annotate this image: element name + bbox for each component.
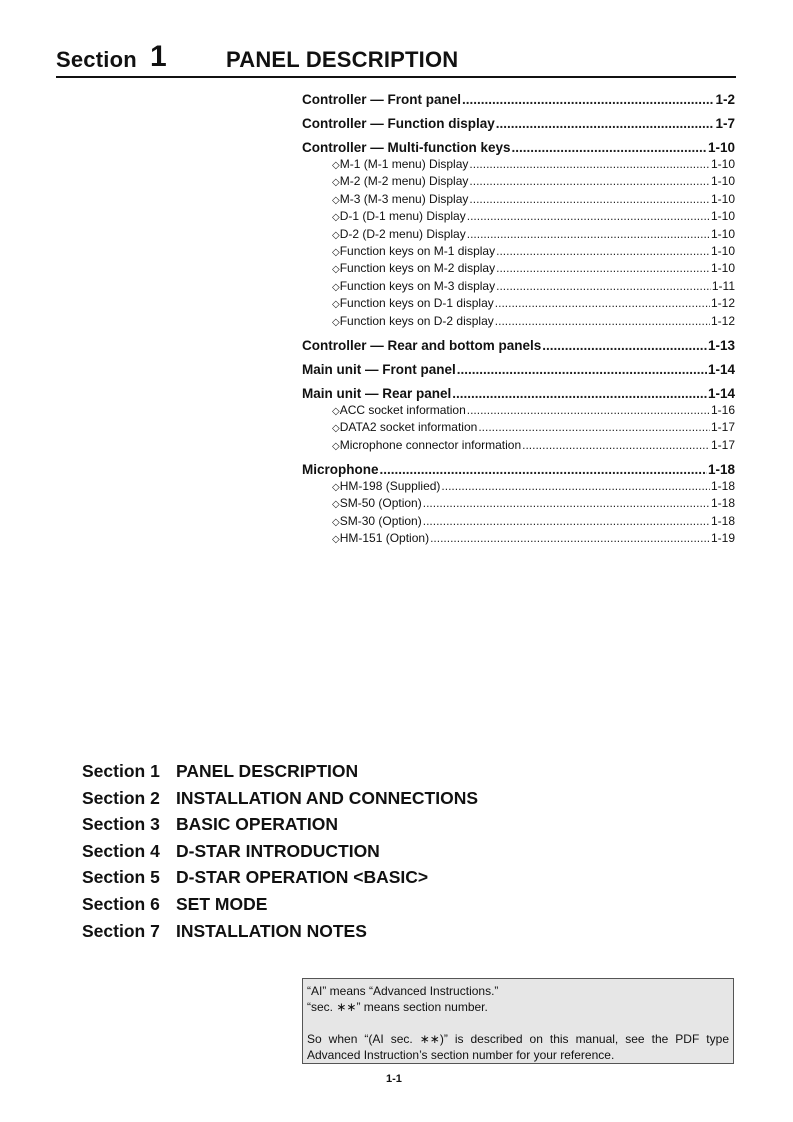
section-list: [82, 761, 478, 947]
toc-entry-label: M-1 (M-1 menu) Display: [339, 157, 469, 171]
toc-entry-label: Main unit — Rear panel: [302, 385, 452, 401]
dot-leader: [462, 92, 714, 107]
toc-entry[interactable]: [302, 140, 735, 157]
toc-entry[interactable]: [302, 386, 735, 403]
table-of-contents: [302, 92, 735, 549]
diamond-bullet-icon: ◇: [332, 212, 340, 224]
section-list-number: Section 7: [82, 920, 160, 941]
toc-entry-page: 1-14: [707, 385, 735, 401]
toc-entry-page: 1-17: [710, 437, 735, 452]
toc-entry-page: 1-10: [710, 191, 735, 206]
toc-subentry[interactable]: [302, 174, 735, 191]
dot-leader: [512, 140, 707, 155]
toc-entry[interactable]: [302, 362, 735, 379]
toc-subentry[interactable]: [302, 279, 735, 296]
dot-leader: [495, 314, 710, 328]
dot-leader: [441, 479, 710, 493]
toc-subentry[interactable]: [302, 314, 735, 331]
section-label: Section: [56, 47, 137, 72]
dot-leader: [430, 531, 710, 545]
toc-entry-page: 1-12: [710, 313, 735, 328]
section-list-title: PANEL DESCRIPTION: [176, 761, 359, 781]
toc-entry-label: Microphone: [302, 462, 379, 478]
section-list-title: INSTALLATION AND CONNECTIONS: [176, 787, 479, 808]
toc-subentry[interactable]: [302, 192, 735, 209]
toc-entry-page: 1-16: [710, 402, 735, 417]
toc-entry-page: 1-10: [707, 140, 735, 155]
diamond-bullet-icon: ◇: [332, 299, 340, 311]
dot-leader: [495, 296, 710, 310]
note-box: [302, 978, 734, 1064]
section-list-number: Section 3: [82, 814, 160, 835]
toc-entry-label: SM-50 (Option): [339, 496, 422, 511]
section-list-title: SET MODE: [176, 893, 268, 914]
dot-leader: [380, 462, 707, 477]
toc-entry-label: SM-30 (Option): [339, 513, 422, 528]
diamond-bullet-icon: ◇: [332, 482, 340, 494]
dot-leader: [496, 279, 711, 293]
dot-leader: [496, 116, 715, 131]
dot-leader: [478, 420, 710, 434]
toc-entry-label: ACC socket information: [339, 402, 466, 417]
dot-leader: [542, 338, 707, 353]
toc-subentry[interactable]: [302, 244, 735, 261]
toc-subentry[interactable]: [302, 531, 735, 548]
diamond-bullet-icon: ◇: [332, 316, 340, 328]
section-list-item[interactable]: [82, 921, 478, 948]
section-list-item[interactable]: [82, 894, 478, 921]
section-list-item[interactable]: [82, 814, 478, 841]
note-line: “AI” means “Advanced Instructions.”: [307, 984, 499, 998]
dot-leader: [522, 438, 710, 452]
diamond-bullet-icon: ◇: [332, 423, 340, 435]
section-list-item[interactable]: [82, 761, 478, 788]
toc-subentry[interactable]: [302, 157, 735, 174]
toc-entry[interactable]: [302, 116, 735, 133]
section-list-number: Section 5: [82, 867, 160, 888]
section-list-item[interactable]: [82, 867, 478, 894]
toc-entry-label: M-3 (M-3 menu) Display: [339, 191, 469, 206]
page-number: 1-1: [386, 1073, 402, 1085]
toc-entry-page: 1-10: [710, 157, 735, 171]
toc-entry-page: 1-2: [715, 92, 735, 107]
note-line: So when “(AI sec. ∗∗)” is described on this manual, see the PDF type: [307, 1032, 729, 1046]
toc-entry-page: 1-10: [710, 209, 735, 224]
dot-leader: [469, 157, 710, 171]
toc-entry-page: 1-11: [711, 278, 735, 293]
toc-subentry[interactable]: [302, 296, 735, 313]
toc-subentry[interactable]: [302, 227, 735, 244]
toc-entry[interactable]: [302, 92, 735, 109]
toc-entry-page: 1-18: [710, 513, 735, 528]
section-list-number: Section 2: [82, 787, 160, 808]
toc-entry-label: D-1 (D-1 menu) Display: [339, 209, 466, 224]
section-list-title: D-STAR INTRODUCTION: [176, 840, 380, 861]
toc-entry-page: 1-12: [710, 296, 735, 311]
toc-subentry[interactable]: [302, 496, 735, 513]
toc-subentry[interactable]: [302, 420, 735, 437]
toc-entry-page: 1-14: [707, 361, 735, 377]
toc-entry-page: 1-10: [710, 243, 735, 258]
toc-entry-label: Function keys on M-3 display: [339, 278, 496, 293]
toc-entry-label: Function keys on D-2 display: [339, 313, 494, 328]
note-line: “sec. ∗∗” means section number.: [307, 1000, 488, 1014]
toc-entry-page: 1-7: [715, 116, 735, 131]
toc-entry-label: Controller — Front panel: [302, 92, 462, 107]
section-list-item[interactable]: [82, 788, 478, 815]
toc-entry-label: DATA2 socket information: [339, 420, 478, 435]
toc-entry-page: 1-10: [710, 261, 735, 276]
diamond-bullet-icon: ◇: [332, 440, 340, 452]
section-list-title: BASIC OPERATION: [176, 814, 339, 835]
dot-leader: [467, 403, 710, 417]
section-header: [56, 42, 736, 78]
toc-entry-label: HM-151 (Option): [339, 531, 430, 546]
toc-entry-page: 1-18: [707, 462, 735, 478]
toc-subentry[interactable]: [302, 479, 735, 496]
diamond-bullet-icon: ◇: [332, 177, 340, 189]
page-title: PANEL DESCRIPTION: [226, 47, 459, 72]
diamond-bullet-icon: ◇: [332, 499, 340, 511]
dot-leader: [469, 174, 710, 188]
toc-subentry[interactable]: [302, 403, 735, 420]
toc-entry-label: Function keys on D-1 display: [339, 296, 494, 311]
toc-entry-label: Function keys on M-2 display: [339, 261, 496, 276]
diamond-bullet-icon: ◇: [332, 194, 340, 206]
diamond-bullet-icon: ◇: [332, 264, 340, 276]
toc-entry-label: Controller — Rear and bottom panels: [302, 337, 542, 353]
toc-entry-label: D-2 (D-2 menu) Display: [339, 226, 466, 241]
diamond-bullet-icon: ◇: [332, 405, 340, 417]
toc-entry-page: 1-18: [710, 496, 735, 511]
toc-subentry[interactable]: [302, 438, 735, 455]
dot-leader: [467, 227, 710, 241]
toc-subentry[interactable]: [302, 209, 735, 226]
diamond-bullet-icon: ◇: [332, 516, 340, 528]
toc-entry[interactable]: [302, 338, 735, 355]
toc-entry-label: Function keys on M-1 display: [339, 243, 496, 258]
section-list-number: Section 1: [82, 761, 160, 781]
toc-entry-label: HM-198 (Supplied): [339, 479, 441, 494]
note-line: Advanced Instruction’s section number for your reference.: [307, 1048, 615, 1062]
toc-entry-label: Controller — Function display: [302, 116, 495, 131]
toc-entry-page: 1-10: [710, 174, 735, 189]
toc-subentry[interactable]: [302, 261, 735, 278]
diamond-bullet-icon: ◇: [332, 281, 340, 293]
section-list-item[interactable]: [82, 841, 478, 868]
diamond-bullet-icon: ◇: [332, 160, 340, 171]
dot-leader: [452, 386, 707, 401]
toc-entry[interactable]: [302, 462, 735, 479]
toc-subentry[interactable]: [302, 514, 735, 531]
toc-entry-label: M-2 (M-2 menu) Display: [339, 174, 469, 189]
toc-entry-label: Controller — Multi-function keys: [302, 140, 511, 155]
dot-leader: [496, 244, 710, 258]
toc-entry-label: Microphone connector information: [339, 437, 522, 452]
section-number: 1: [150, 40, 167, 73]
dot-leader: [469, 192, 710, 206]
section-list-number: Section 6: [82, 893, 160, 914]
section-list-number: Section 4: [82, 840, 160, 861]
dot-leader: [423, 496, 710, 510]
toc-entry-page: 1-18: [710, 479, 735, 494]
dot-leader: [496, 261, 710, 275]
dot-leader: [457, 362, 707, 377]
toc-entry-page: 1-19: [710, 531, 735, 546]
dot-leader: [467, 209, 710, 223]
toc-entry-label: Main unit — Front panel: [302, 361, 456, 377]
toc-entry-page: 1-17: [710, 420, 735, 435]
diamond-bullet-icon: ◇: [332, 229, 340, 241]
toc-entry-page: 1-13: [707, 337, 735, 353]
section-list-title: D-STAR OPERATION <BASIC>: [176, 867, 429, 888]
toc-entry-page: 1-10: [710, 226, 735, 241]
diamond-bullet-icon: ◇: [332, 246, 340, 258]
diamond-bullet-icon: ◇: [332, 534, 340, 546]
dot-leader: [423, 514, 710, 528]
section-list-title: INSTALLATION NOTES: [176, 920, 367, 941]
